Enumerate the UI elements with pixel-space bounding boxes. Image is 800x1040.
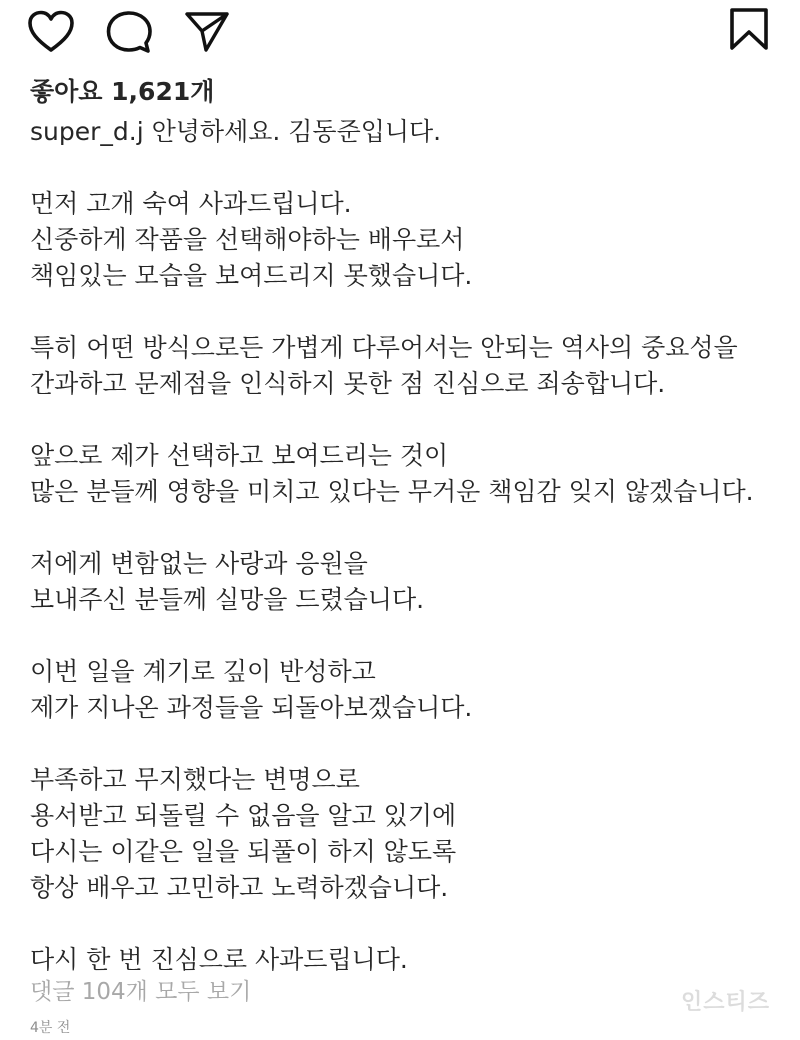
caption-line: 이번 일을 계기로 깊이 반성하고 — [30, 657, 376, 686]
likes-count[interactable]: 좋아요 1,621개 — [30, 77, 215, 106]
send-icon[interactable] — [184, 10, 230, 52]
caption-paragraph-7 — [30, 942, 790, 978]
heart-icon[interactable] — [27, 10, 75, 54]
caption-body — [30, 186, 790, 978]
caption-line: 다시는 이같은 일을 되풀이 하지 않도록 — [30, 837, 457, 866]
watermark: 인스티즈 — [680, 990, 770, 1015]
caption-paragraph-1 — [30, 186, 790, 294]
caption-line: 다시 한 번 진심으로 사과드립니다. — [30, 945, 408, 974]
username-link[interactable]: super_d.j — [30, 117, 144, 146]
caption-line: 보내주신 분들께 실망을 드렸습니다. — [30, 585, 425, 614]
caption-line: 항상 배우고 고민하고 노력하겠습니다. — [30, 873, 449, 902]
comment-icon[interactable] — [106, 10, 152, 54]
caption-first-line — [30, 114, 770, 150]
caption-line: 앞으로 제가 선택하고 보여드리는 것이 — [30, 441, 449, 470]
caption-paragraph-6 — [30, 762, 790, 906]
caption-paragraph-3 — [30, 438, 790, 510]
caption-line: 부족하고 무지했다는 변명으로 — [30, 765, 360, 794]
caption-line: 특히 어떤 방식으로든 가볍게 다루어서는 안되는 역사의 중요성을 — [30, 333, 738, 362]
caption-line: 많은 분들께 영향을 미치고 있다는 무거운 책임감 잊지 않겠습니다. — [30, 477, 754, 506]
caption-paragraph-2 — [30, 330, 790, 402]
caption-line: 용서받고 되돌릴 수 없음을 알고 있기에 — [30, 801, 457, 830]
bookmark-icon[interactable] — [728, 7, 770, 51]
caption-line: 저에게 변함없는 사랑과 응원을 — [30, 549, 368, 578]
view-all-comments-link[interactable]: 댓글 104개 모두 보기 — [30, 979, 252, 1005]
caption-line: 먼저 고개 숙여 사과드립니다. — [30, 189, 352, 218]
caption-line: 간과하고 문제점을 인식하지 못한 점 진심으로 죄송합니다. — [30, 369, 666, 398]
caption-line: 제가 지나온 과정들을 되돌아보겠습니다. — [30, 693, 473, 722]
caption-line: 책임있는 모습을 보여드리지 못했습니다. — [30, 261, 473, 290]
caption-line: 신중하게 작품을 선택해야하는 배우로서 — [30, 225, 465, 254]
post-timestamp: 4분 전 — [30, 1020, 71, 1036]
post-action-bar — [0, 0, 800, 62]
caption-text: 안녕하세요. 김동준입니다. — [151, 117, 442, 146]
caption-paragraph-5 — [30, 654, 790, 726]
caption-paragraph-4 — [30, 546, 790, 618]
